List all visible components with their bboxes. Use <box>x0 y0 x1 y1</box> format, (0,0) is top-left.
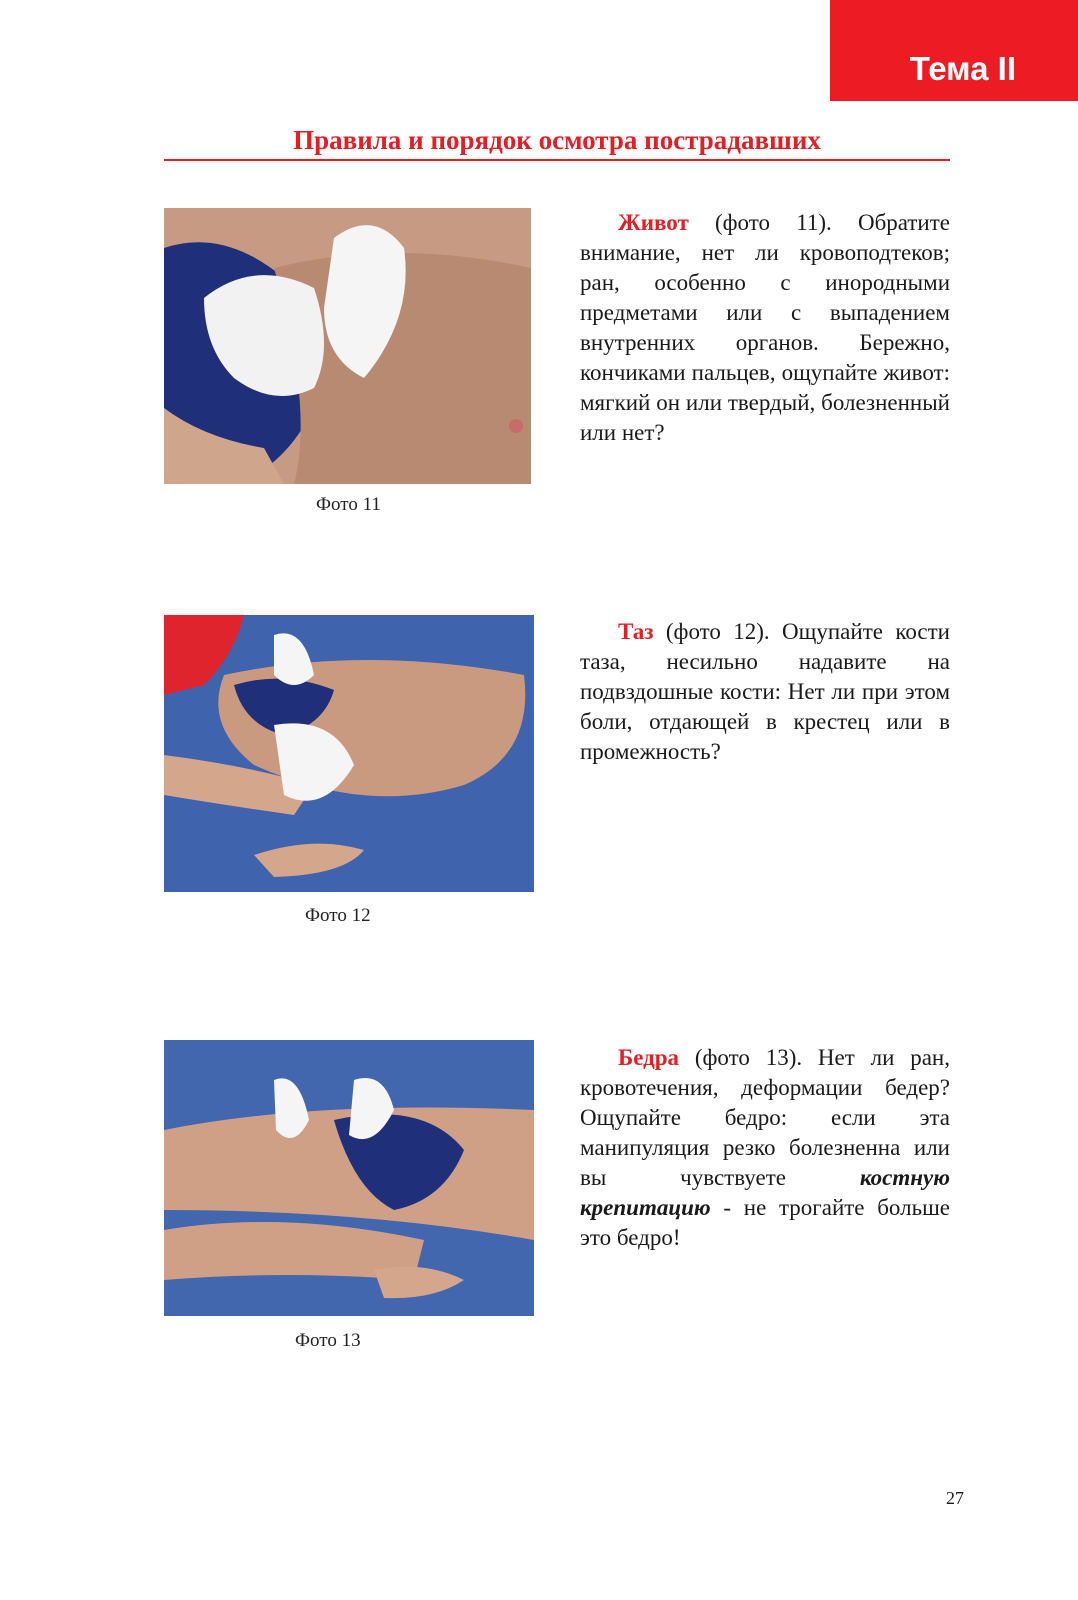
keyword-pelvis: Таз <box>618 619 654 644</box>
photo-11 <box>164 208 531 484</box>
section-pelvis-text <box>580 617 950 767</box>
pelvis-description: (фото 12). Ощупайте кости таза, несильно надавите на подвздошные кости: Нет ли при этом боли, отдающей в крестец или в промежность? <box>580 619 950 764</box>
thighs-description-after: - не трогайте больше это бедро! <box>580 1195 950 1250</box>
abdomen-description: (фото 11). Обратите внимание, нет ли кровоподтеков; ран, особенно с инородными предметами или с выпадением внутренних органов. Бережно, кончиками пальцев, ощупайте живот: мягкий он или твердый, болезненный или нет? <box>580 210 950 445</box>
photo-12-caption: Фото 12 <box>305 905 371 926</box>
thighs-emphasis: костную крепитацию <box>580 1165 950 1220</box>
photo-13-caption: Фото 13 <box>295 1330 361 1351</box>
topic-tab <box>830 0 1078 101</box>
keyword-abdomen: Живот <box>618 210 689 235</box>
photo-11-caption: Фото 11 <box>316 494 381 515</box>
keyword-thighs: Бедра <box>618 1045 680 1070</box>
topic-tab-label: Тема II <box>909 49 1016 87</box>
section-thighs-text <box>580 1043 950 1253</box>
title-underline <box>164 159 950 161</box>
photo-12 <box>164 615 534 892</box>
photo-13 <box>164 1040 534 1316</box>
page-title: Правила и порядок осмотра пострадавших <box>293 125 821 155</box>
page-number: 27 <box>946 1488 964 1508</box>
thighs-description-before: (фото 13). Нет ли ран, кровотечения, деформации бедер? Ощупайте бедро: если эта манипуляция резко болезненна или вы чувствуете <box>580 1045 950 1190</box>
section-abdomen-text <box>580 208 950 448</box>
